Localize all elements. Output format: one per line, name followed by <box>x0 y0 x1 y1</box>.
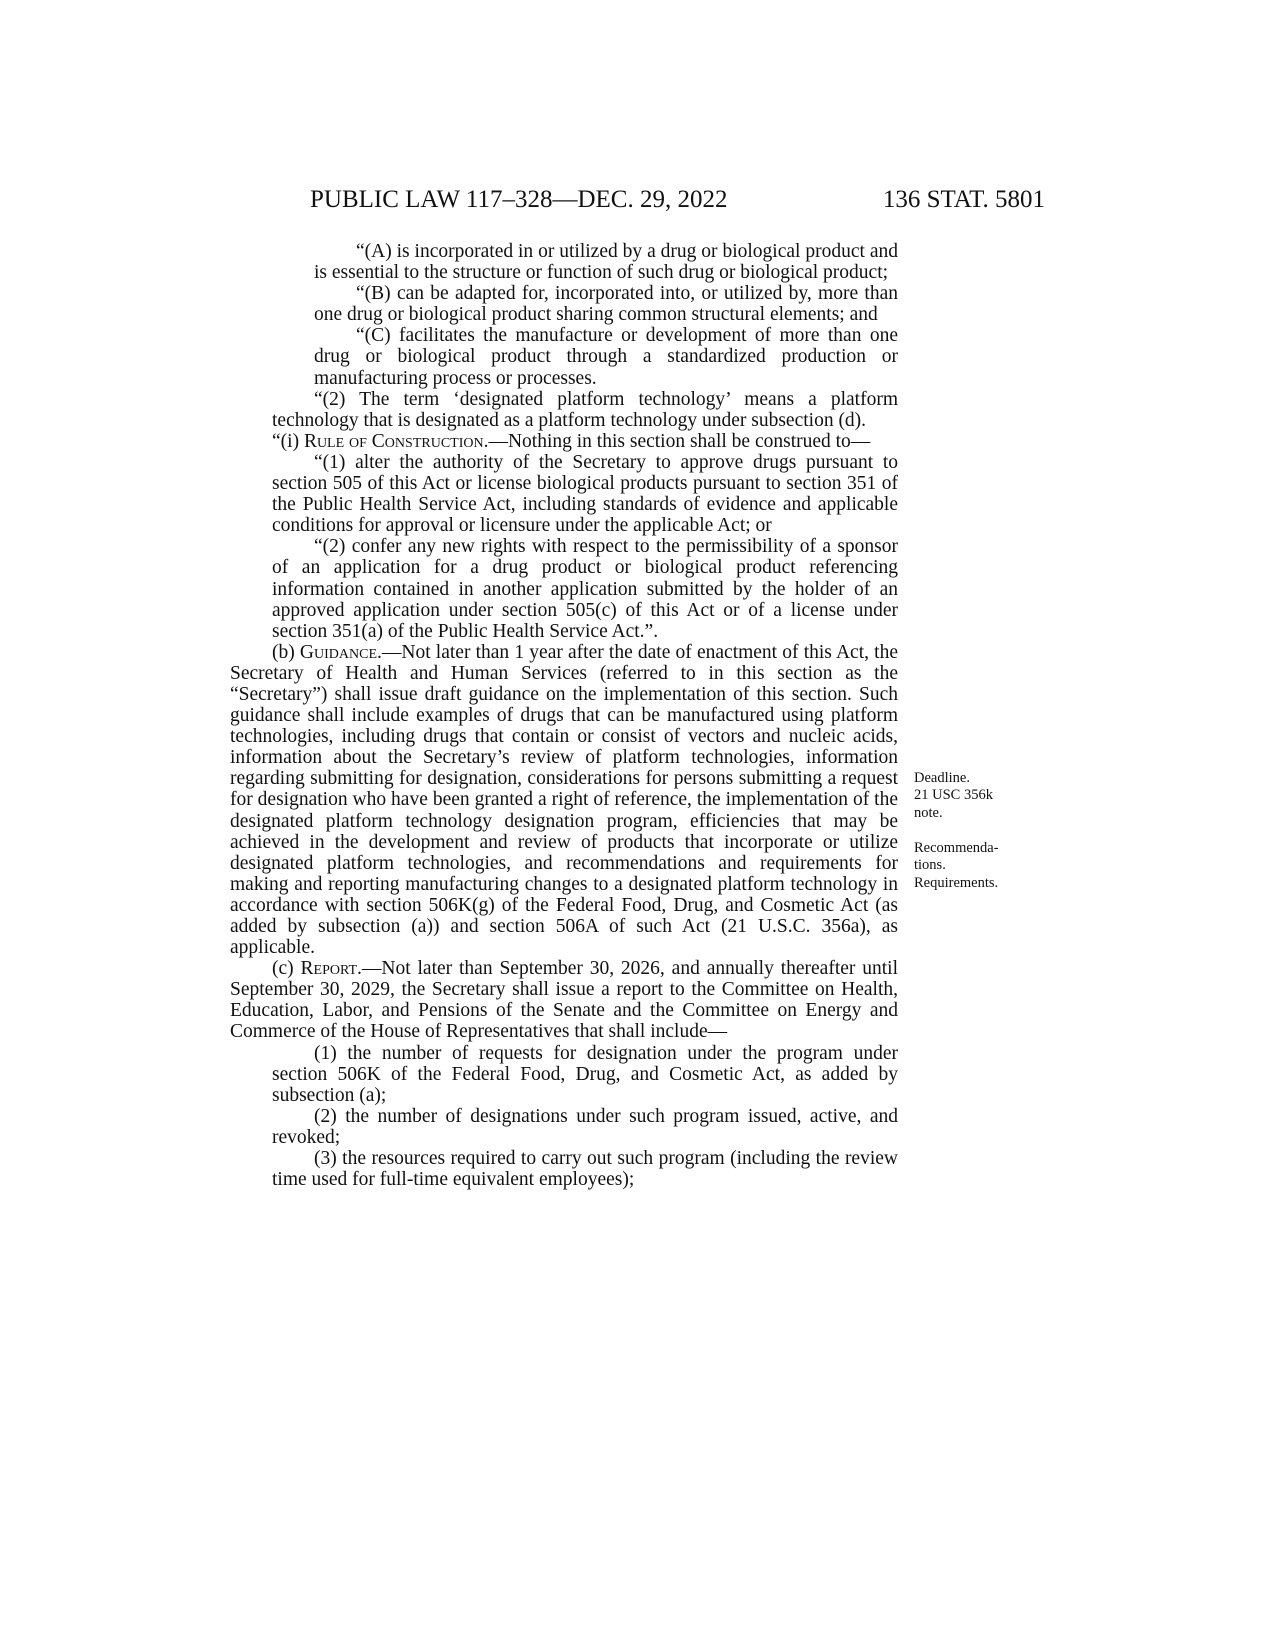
report-item-1: (1) the number of requests for designation under the program under section 506K of the Federal Food, Drug, and Cosmetic Act, as added by subsection (a); <box>272 1042 898 1106</box>
statute-page-number: 136 STAT. 5801 <box>882 186 1045 213</box>
statute-body <box>230 241 898 1190</box>
clause-c: “(C) facilitates the manufacture or development of more than one drug or biological product through a standardized production or manufacturing process or processes. <box>314 325 898 389</box>
margin-note-recommendations: Recommenda- tions. Requirements. <box>914 840 999 891</box>
paragraph-designated-platform-technology: “(2) The term ‘designated platform technology’ means a platform technology that is designated as a platform technology under subsection (d). <box>272 388 898 431</box>
margin-note-deadline: Deadline. 21 USC 356k note. <box>914 770 993 821</box>
report-item-3: (3) the resources required to carry out such program (including the review time used for full-time equivalent employees); <box>272 1148 898 1191</box>
subsection-i-rule-of-construction: “(i) Rule of Construction.—Nothing in this section shall be construed to— <box>272 430 871 452</box>
section-heading: Rule of Construction <box>303 430 484 452</box>
public-law-citation: PUBLIC LAW 117–328—DEC. 29, 2022 <box>310 186 728 213</box>
paragraph-alter-authority: “(1) alter the authority of the Secretary to approve drugs pursuant to section 505 of this Act or license biological products pursuant to section 351 of the Public Health Service Act, including standards of evidence and applicable conditions for approval or licensure under the applicable Act; or <box>272 451 898 537</box>
clause-b: “(B) can be adapted for, incorporated into, or utilized by, more than one drug or biological product sharing common structural elements; and <box>314 283 898 326</box>
clause-a: “(A) is incorporated in or utilized by a drug or biological product and is essential to the structure or function of such drug or biological product; <box>314 241 898 284</box>
paragraph-confer-rights: “(2) confer any new rights with respect to the permissibility of a sponsor of an application for a drug product or biological product referencing information contained in another application submitted by the holder of an approved application under section 505(c) of this Act or of a license under section 351(a) of the Public Health Service Act.”. <box>272 536 898 642</box>
subsection-b-guidance: (b) Guidance.—Not later than 1 year after the date of enactment of this Act, the Secretary of Health and Human Services (referred to in this section as the “Secretary”) shall issue draft guidance on the implementation of this section. Such guidance shall include examples of drugs that can be manufactured using platform technologies, including drugs that contain or consist of vectors and nucleic acids, information about the Secretary’s review of platform technologies, information regarding submitting for designation, considerations for persons submitting a request for designation who have been granted a right of reference, the implementation of the designated platform technology designation program, efficiencies that may be achieved in the development and review of products that incorporate or utilize designated platform technologies, and recommendations and requirements for making and reporting manufacturing changes to a designated platform technology in accordance with section 506K(g) of the Federal Food, Drug, and Cosmetic Act (as added by subsection (a)) and section 506A of such Act (21 U.S.C. 356a), as applicable. <box>230 641 898 959</box>
section-heading: Report <box>300 958 358 980</box>
running-head <box>310 180 1045 220</box>
section-heading: Guidance <box>299 641 377 663</box>
report-item-2: (2) the number of designations under such program issued, active, and revoked; <box>272 1105 898 1148</box>
subsection-c-report: (c) Report.—Not later than September 30, 2026, and annually thereafter until September 30, 2029, the Secretary shall issue a report to the Committee on Health, Education, Labor, and Pensions of the Senate and the Committee on Energy and Commerce of the House of Representatives that shall include— <box>230 958 898 1043</box>
